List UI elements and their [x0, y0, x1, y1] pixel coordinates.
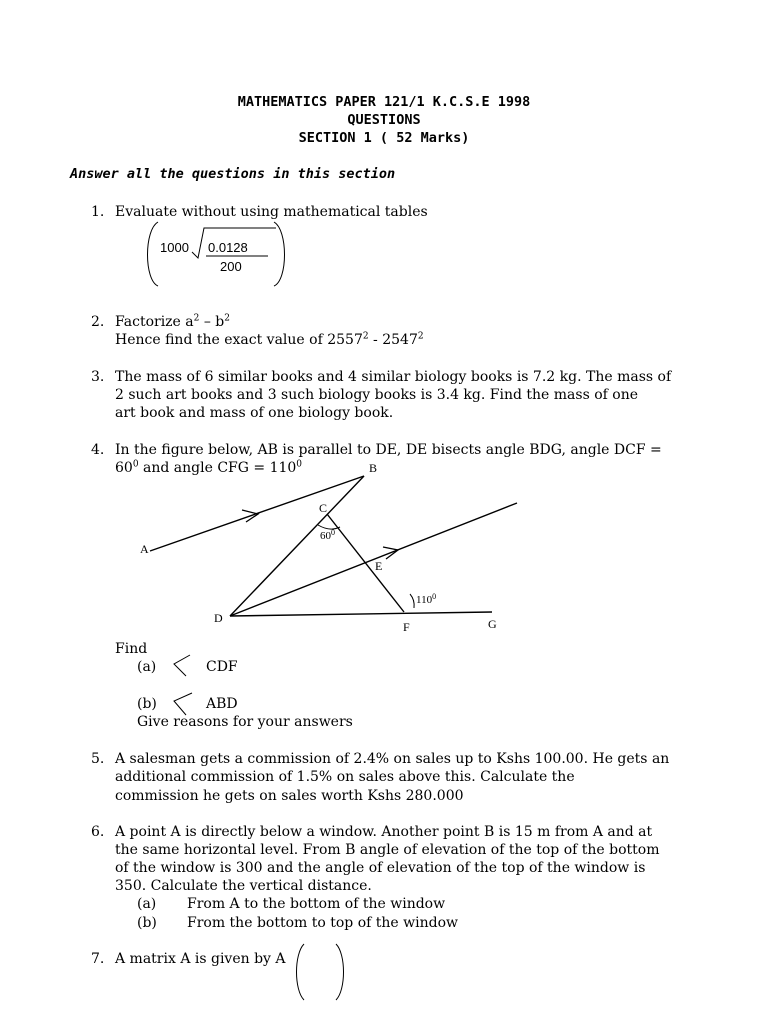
- section-title: SECTION 1 ( 52 Marks): [298, 130, 470, 146]
- question-text-line2: additional commission of 1.5% on sales above this. Calculate the: [115, 769, 575, 785]
- question-text-line1: The mass of 6 similar books and 4 similar biology books is 7.2 kg. The mass of: [115, 369, 672, 385]
- q6-part-b-label: (b): [137, 915, 157, 931]
- question-text-line4: 350. Calculate the vertical distance.: [115, 878, 372, 894]
- angle-symbol-icon: [174, 693, 192, 715]
- label-f: F: [403, 620, 410, 634]
- text-run: 60: [320, 530, 331, 542]
- angle-label-c: [320, 528, 335, 542]
- question-number: 3.: [91, 369, 105, 385]
- q6-part-a-label: (a): [137, 896, 157, 912]
- question-number: 1.: [91, 204, 105, 220]
- find-label: Find: [115, 641, 148, 657]
- question-text-line1: A point A is directly below a window. Another point B is 15 m from A and at: [115, 824, 653, 840]
- text-run: - 2547: [368, 332, 418, 348]
- part-a-text: CDF: [206, 659, 238, 675]
- q6-part-a-text: From A to the bottom of the window: [187, 896, 446, 912]
- superscript: 2: [193, 313, 200, 324]
- label-d: D: [214, 611, 223, 625]
- superscript: 0: [331, 528, 335, 537]
- part-b-label: (b): [137, 696, 157, 712]
- superscript: 0: [296, 459, 303, 470]
- q1-coefficient: 1000: [160, 240, 189, 255]
- question-text-line1: A salesman gets a commission of 2.4% on sales up to Kshs 100.00. He gets an: [115, 751, 670, 767]
- question-text-line3: art book and mass of one biology book.: [115, 405, 394, 421]
- paper-title: MATHEMATICS PAPER 121/1 K.C.S.E 1998: [237, 94, 531, 110]
- question-text-line3: commission he gets on sales worth Kshs 280.000: [115, 788, 464, 804]
- q6-part-b-text: From the bottom to top of the window: [187, 915, 458, 931]
- question-text: A matrix A is given by A: [115, 951, 286, 967]
- paper-subtitle: QUESTIONS: [347, 112, 421, 128]
- q1-numerator: 0.0128: [208, 240, 248, 255]
- text-run: and angle CFG = 110: [138, 460, 297, 476]
- question-text-line3: of the window is 300 and the angle of elevation of the top of the window is: [115, 860, 646, 876]
- angle-symbol-icon: [174, 655, 190, 676]
- label-a: A: [140, 542, 149, 556]
- question-number: 7.: [91, 951, 105, 967]
- label-e: E: [375, 559, 383, 573]
- superscript: 2: [362, 331, 369, 342]
- question-number: 2.: [91, 314, 105, 330]
- question-text-line2: the same horizontal level. From B angle of elevation of the top of the bottom: [115, 842, 660, 858]
- superscript: 0: [132, 459, 139, 470]
- text-run: – b: [199, 314, 225, 330]
- question-text: Evaluate without using mathematical tables: [115, 204, 428, 220]
- superscript: 2: [224, 313, 230, 324]
- label-c: C: [319, 501, 328, 515]
- text-run: 110: [416, 594, 433, 606]
- question-number: 5.: [91, 751, 105, 767]
- part-a-label: (a): [137, 659, 157, 675]
- text-run: Hence find the exact value of 2557: [115, 332, 363, 348]
- angle-label-f: [416, 592, 436, 606]
- text-run: Factorize a: [115, 314, 194, 330]
- superscript: 0: [432, 592, 437, 601]
- q1-denominator: 200: [220, 259, 242, 274]
- matrix-brackets: [290, 940, 350, 1004]
- question-text-line1: In the figure below, AB is parallel to DE, DE bisects angle BDG, angle DCF =: [115, 442, 662, 458]
- line-dg: [230, 612, 492, 616]
- instruction-text: Answer all the questions in this section: [70, 166, 396, 182]
- angle-arc-f: [410, 594, 414, 608]
- question-number: 6.: [91, 824, 105, 840]
- line-db: [230, 476, 364, 616]
- question-number: 4.: [91, 442, 105, 458]
- matrix-right-bracket: [336, 944, 344, 1000]
- reasons-text: Give reasons for your answers: [137, 714, 353, 730]
- text-run: 60: [115, 460, 133, 476]
- label-g: G: [488, 617, 497, 631]
- question-text-line2: 2 such art books and 3 such biology books is 3.4 kg. Find the mass of one: [115, 387, 638, 403]
- line-cf: [327, 514, 404, 612]
- label-b: B: [369, 461, 378, 475]
- part-b-text: ABD: [206, 696, 238, 712]
- superscript: 2: [417, 331, 424, 342]
- line-de: [230, 503, 517, 616]
- matrix-left-bracket: [297, 944, 305, 1000]
